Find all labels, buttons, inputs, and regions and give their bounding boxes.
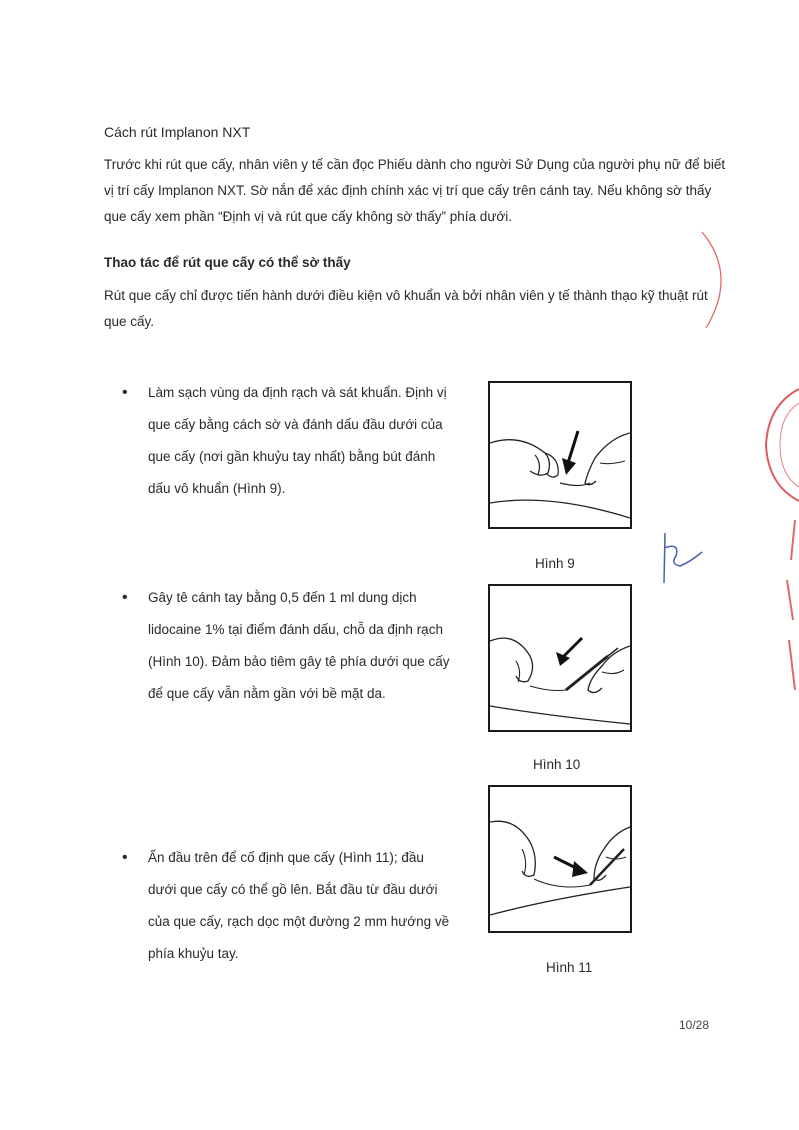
incision-illustration — [490, 787, 630, 931]
figure-10 — [488, 584, 632, 732]
signature-icon — [650, 528, 710, 588]
bullet-icon: • — [122, 849, 128, 866]
red-seal-icon — [758, 385, 799, 505]
stamp-edge-icon — [775, 520, 799, 700]
subsection-title: Thao tác để rút que cấy có thể sờ thấy — [104, 255, 351, 270]
anesthesia-injection-illustration — [490, 586, 630, 730]
page-number: 10/28 — [679, 1018, 710, 1032]
figure-caption: Hình 11 — [546, 960, 593, 975]
subsection-paragraph: Rút que cấy chỉ được tiến hành dưới điều kiện vô khuẩn và bởi nhân viên y tế thành thạo kỹ thuật rút que cấy. — [104, 288, 708, 329]
section-title: Cách rút Implanon NXT — [104, 124, 251, 140]
step-item — [122, 377, 452, 505]
bullet-icon: • — [122, 384, 128, 401]
step-text: Làm sạch vùng da định rạch và sát khuẩn. Định vị que cấy bằng cách sờ và đánh dấu đầu dưới của que cấy (nơi gần khuỷu tay nhất) bằng bút đánh dấu vô khuẩn (Hình 9). — [148, 385, 447, 496]
step-item — [122, 582, 452, 710]
step-item — [122, 842, 452, 970]
intro-paragraph: Trước khi rút que cấy, nhân viên y tế cần đọc Phiếu dành cho người Sử Dụng của người phụ nữ để biết vị trí cấy Implanon NXT. Sờ nắn để xác định chính xác vị trí que cấy trên cánh tay. Nếu không sờ thấy que cấy xem phần “Định vị và rút que cấy không sờ thấy” phía dưới. — [104, 157, 726, 224]
figure-9 — [488, 381, 632, 529]
figure-11 — [488, 785, 632, 933]
step-text: Ấn đầu trên để cố định que cấy (Hình 11); đầu dưới que cấy có thể gồ lên. Bắt đầu từ đầu dưới của que cấy, rạch dọc một đường 2 mm hướng về phía khuỷu tay. — [148, 850, 450, 961]
figure-caption: Hình 10 — [533, 757, 581, 772]
bullet-icon: • — [122, 589, 128, 606]
figure-caption: Hình 9 — [535, 556, 575, 571]
stamp-arc-icon — [700, 230, 740, 330]
hand-palpation-illustration — [490, 383, 630, 527]
step-text: Gây tê cánh tay bằng 0,5 đến 1 ml dung dịch lidocaine 1% tại điểm đánh dấu, chỗ da định rạch (Hình 10). Đảm bảo tiêm gây tê phía dưới que cấy để que cấy vẫn nằm gần với bề mặt da. — [148, 590, 450, 701]
